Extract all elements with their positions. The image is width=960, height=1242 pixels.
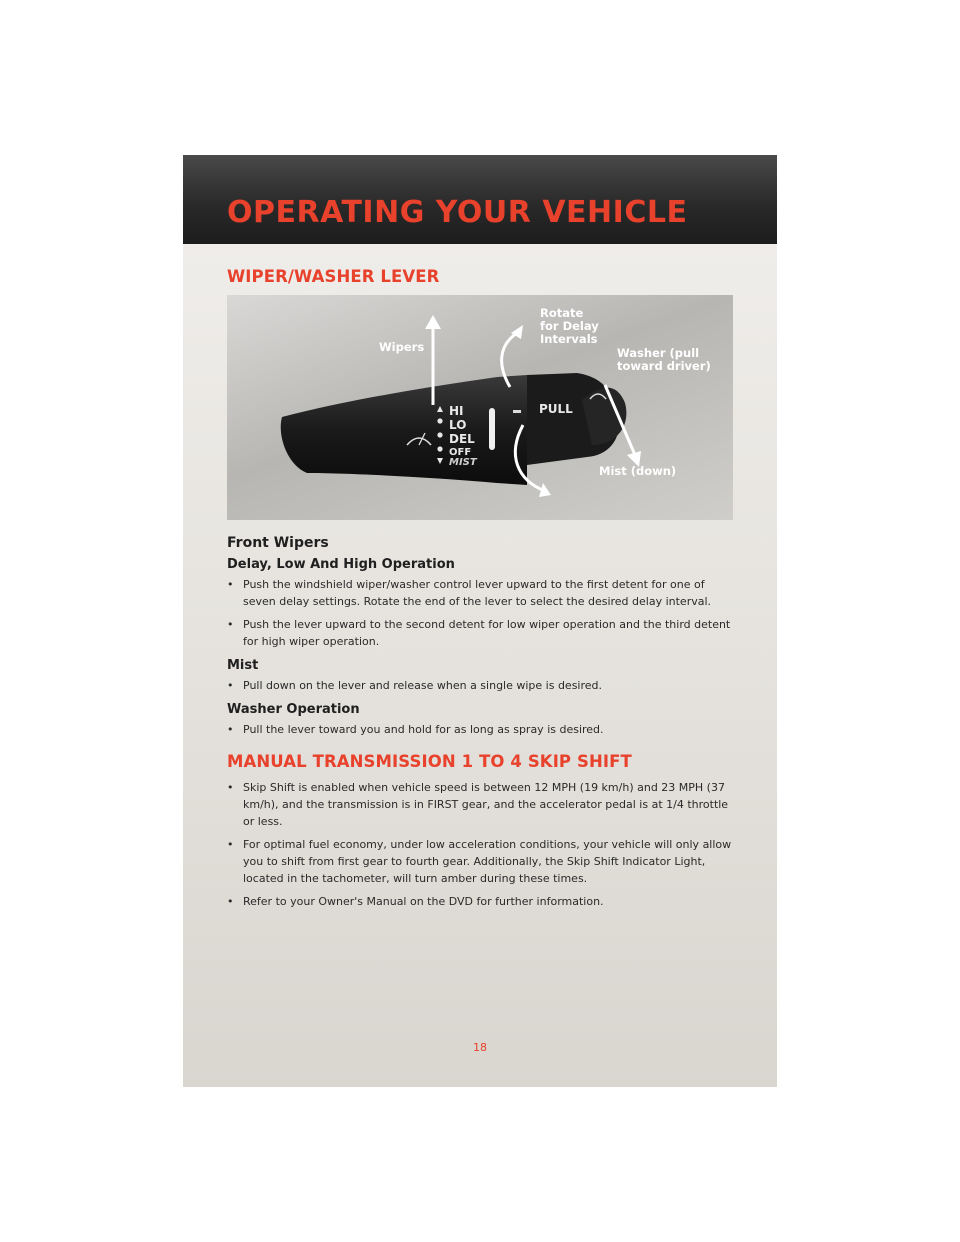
washer-callout: Washer (pull toward driver)	[617, 346, 711, 373]
washer-title: Washer Operation	[227, 702, 360, 717]
transmission-section-title: MANUAL TRANSMISSION 1 TO 4 SKIP SHIFT	[227, 752, 632, 771]
wiper-section	[227, 267, 737, 286]
lever-mark-mist: MIST	[449, 457, 477, 468]
wiper-instructions	[227, 535, 739, 910]
lever-mark-del: DEL	[449, 432, 475, 446]
mist-title: Mist	[227, 658, 259, 673]
wipers-callout: Wipers	[379, 340, 425, 354]
delay-bullet-1: • Push the windshield wiper/washer control lever upward to the first detent for one of seven delay settings. Rotate the end of the lever to select the desired delay interval.	[227, 576, 739, 610]
page-header	[183, 155, 777, 244]
lever-mark-lo: LO	[449, 418, 467, 432]
washer-bullet-1: • Pull the lever toward you and hold for as long as spray is desired.	[227, 721, 739, 738]
page-number: 18	[473, 1041, 487, 1054]
mist-bullet-1: • Pull down on the lever and release when a single wipe is desired.	[227, 677, 739, 694]
delay-title: Delay, Low And High Operation	[227, 557, 455, 572]
front-wipers-title: Front Wipers	[227, 535, 329, 551]
rotate-callout: Rotate for Delay Intervals	[540, 306, 599, 346]
wiper-section-title: WIPER/WASHER LEVER	[227, 267, 440, 286]
pull-label: PULL	[539, 402, 573, 416]
header-title: OPERATING YOUR VEHICLE	[227, 195, 688, 230]
manual-page	[183, 155, 777, 1087]
lever-mark-off: OFF	[449, 447, 472, 458]
wiper-lever-photo	[227, 295, 733, 520]
delay-bullet-2: • Push the lever upward to the second detent for low wiper operation and the third detent for high wiper operation.	[227, 616, 739, 650]
transmission-bullet-3: • Refer to your Owner's Manual on the DVD for further information.	[227, 893, 739, 910]
lever-illustration	[227, 295, 733, 520]
lever-mark-hi: HI	[449, 404, 464, 418]
transmission-bullet-1: • Skip Shift is enabled when vehicle speed is between 12 MPH (19 km/h) and 23 MPH (37 km/h), and the transmission is in FIRST gear, and the accelerator pedal is at 1/4 throttle or less.	[227, 779, 739, 830]
transmission-bullet-2: • For optimal fuel economy, under low acceleration conditions, your vehicle will only allow you to shift from first gear to fourth gear. Additionally, the Skip Shift Indicator Light, located in the tachometer, will turn amber during these times.	[227, 836, 739, 887]
mist-callout: Mist (down)	[599, 464, 677, 478]
